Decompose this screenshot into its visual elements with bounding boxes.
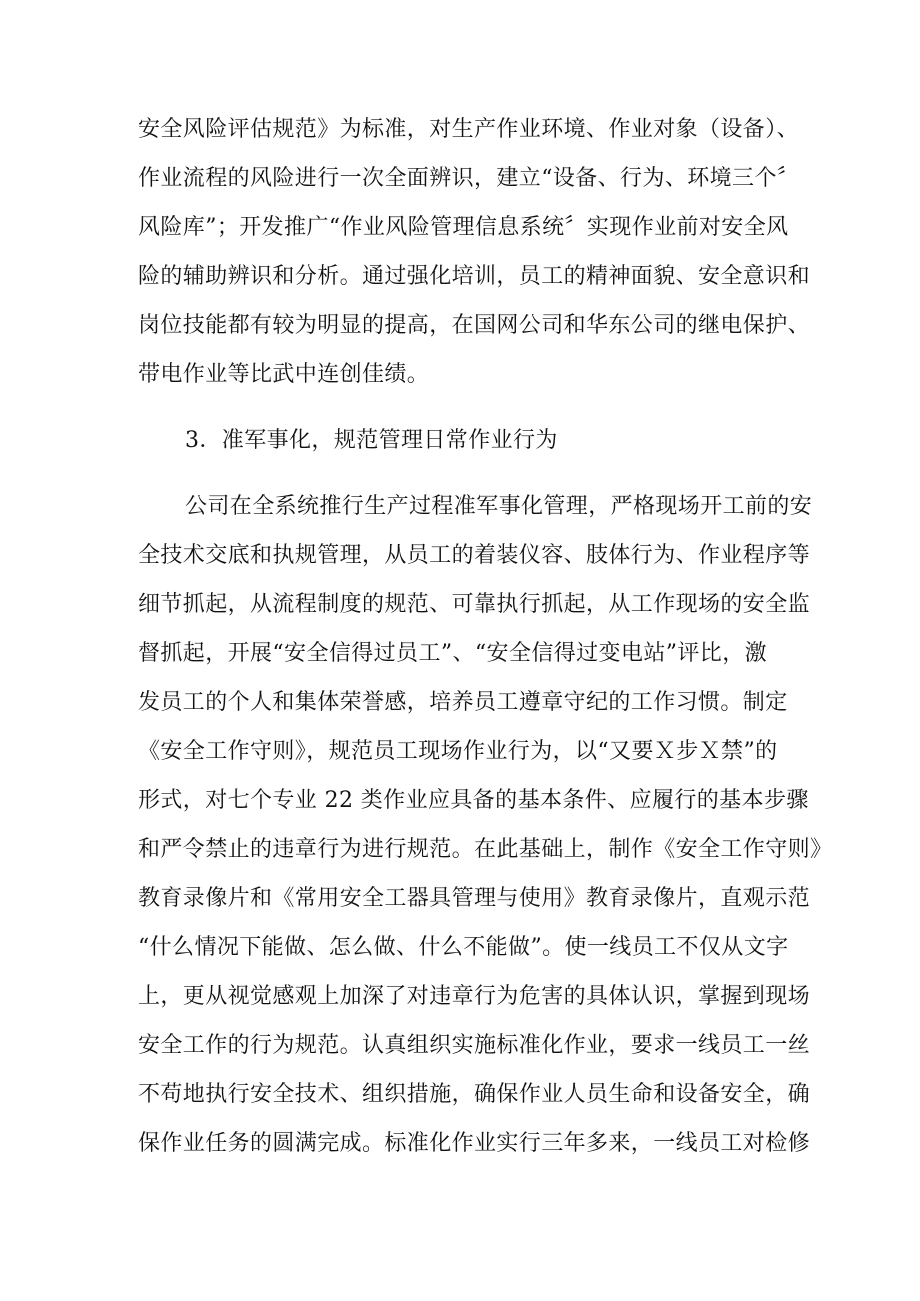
paragraph-1-line-4: 险的辅助辨识和分析。通过强化培训，员工的精神面貌、安全意识和 <box>138 264 811 289</box>
paragraph-2-line-13: 不苟地执行安全技术、组织措施，确保作业人员生命和设备安全，确 <box>138 1082 811 1107</box>
paragraph-2-line-11: 上，更从视觉感观上加深了对违章行为危害的具体认识，掌握到现场 <box>138 984 811 1009</box>
paragraph-2-line-3: 细节抓起，从流程制度的规范、可靠执行抓起，从工作现场的安全监 <box>138 592 811 617</box>
paragraph-2-line-10: “什么情况下能做、怎么做、什么不能做”。使一线员工不仅从文字 <box>138 935 789 960</box>
paragraph-2-line-5: 发员工的个人和集体荣誉感，培养员工遵章守纪的工作习惯。制定 <box>138 690 788 715</box>
paragraph-2-line-4: 督抓起，开展“安全信得过员工”、“安全信得过变电站”评比，激 <box>138 641 767 666</box>
paragraph-2-line-14: 保作业任务的圆满完成。标准化作业实行三年多来，一线员工对检修 <box>138 1131 811 1156</box>
paragraph-2-line-9: 教育录像片和《常用安全工器具管理与使用》教育录像片，直观示范 <box>138 886 811 911</box>
paragraph-2-line-7: 形式，对七个专业 22 类作业应具备的基本条件、应履行的基本步骤 <box>138 788 809 813</box>
paragraph-1-line-3: 风险库”；开发推广“作业风险管理信息系统〞实现作业前对安全风 <box>138 215 789 240</box>
paragraph-2-line-1: 公司在全系统推行生产过程准军事化管理，严格现场开工前的安 <box>185 494 813 519</box>
paragraph-2-line-12: 安全工作的行为规范。认真组织实施标准化作业，要求一线员工一丝 <box>138 1033 811 1058</box>
paragraph-1-line-6: 带电作业等比武中连创佳绩。 <box>138 362 430 387</box>
paragraph-2-line-2: 全技术交底和执规管理，从员工的着装仪容、肢体行为、作业程序等 <box>138 543 811 568</box>
paragraph-2-line-6: 《安全工作守则》，规范员工现场作业行为，以“又要Ｘ步Ｘ禁”的 <box>138 739 778 764</box>
section-heading: 3．准军事化，规范管理日常作业行为 <box>185 428 558 453</box>
paragraph-2-line-8: 和严令禁止的违章行为进行规范。在此基础上，制作《安全工作守则》 <box>138 837 833 862</box>
paragraph-1-line-1: 安全风险评估规范》为标准，对生产作业环境、作业对象（设备）、 <box>138 117 800 142</box>
paragraph-1-line-5: 岗位技能都有较为明显的提高，在国网公司和华东公司的继电保护、 <box>138 313 811 338</box>
paragraph-1-line-2: 作业流程的风险进行一次全面辨识，建立“设备、行为、环境三个〞 <box>138 166 800 191</box>
